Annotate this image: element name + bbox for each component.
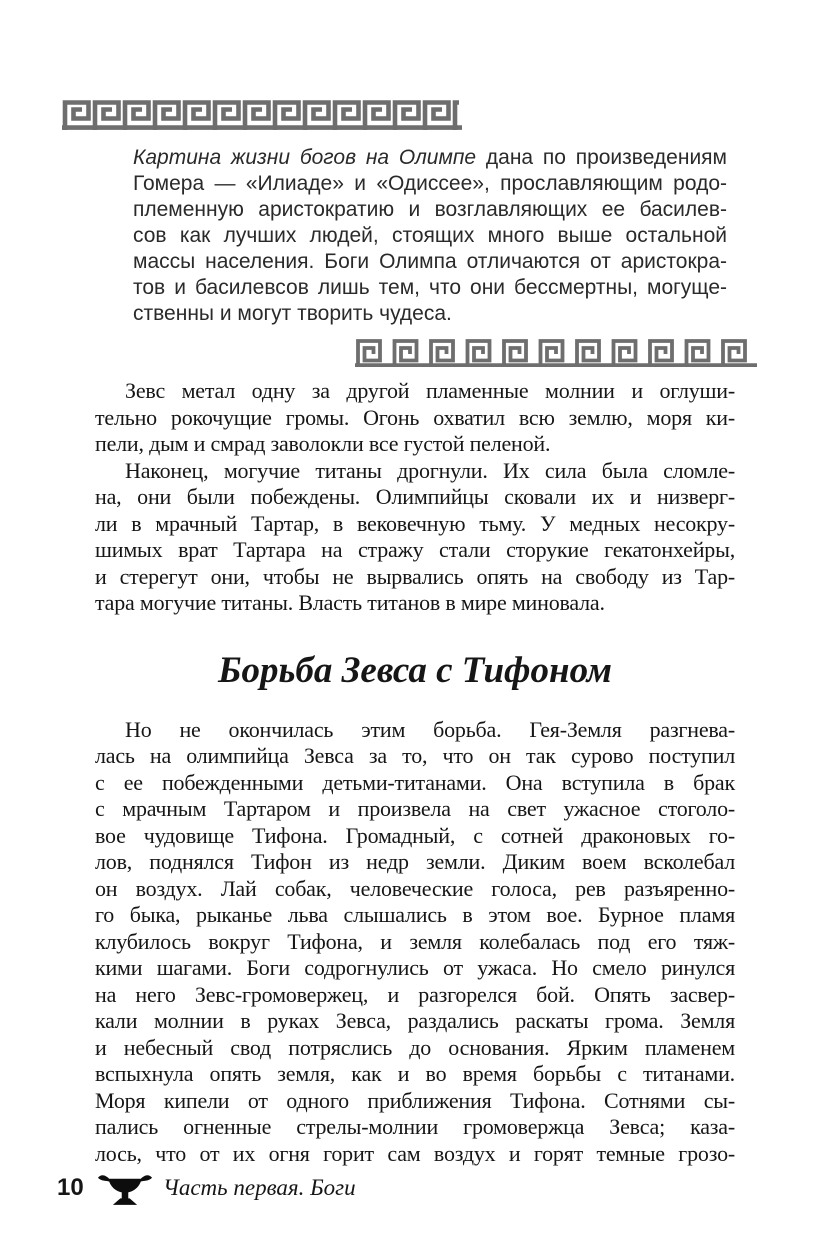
paragraph-zeus-lightning — [95, 378, 735, 458]
text-line: Но не окончилась этим борьба. Гея-Земля разгнева- — [125, 716, 735, 742]
text-line: го быка, рыканье льва слышались в этом вое. Бурное пламя — [95, 902, 735, 927]
text-line: с мрачным Тартаром и произвела на свет ужасное стоголо- — [95, 796, 735, 821]
text-line: Наконец, могучие титаны дрогнули. Их сила была сломле- — [125, 457, 735, 483]
section-heading: Борьба Зевса с Тифоном — [217, 649, 613, 691]
text-line: лов, поднялся Тифон из недр земли. Диким воем всколебал — [95, 849, 735, 874]
note-first-line-rest: дана по произведениям — [476, 146, 727, 169]
text-line: ли в мрачный Тартар, в вековечную тьму. У медных несокру- — [95, 510, 735, 536]
text-line: сов как лучших людей, стоящих много выше остальной — [133, 224, 727, 247]
text-line: лось, что от их огня горит сам воздух и горят темные грозо- — [95, 1140, 735, 1166]
text-line: он воздух. Лай собак, человеческие голоса, рев разъяренно- — [95, 875, 735, 901]
note-lead-italic: Картина жизни богов на Олимпе — [133, 146, 477, 169]
text-line: тов и басилевсов лишь тем, что они бессмертны, могуще- — [133, 276, 727, 299]
page-footer — [0, 1170, 815, 1214]
text-line: на, они были побеждены. Олимпийцы сковали их и низверг- — [95, 484, 735, 509]
main-text-column — [95, 378, 735, 1167]
text-line: пели, дым и смрад заволокли все густой пеленой. — [95, 431, 551, 456]
text-line: массы населения. Боги Олимпа отличаются от аристокра- — [133, 250, 727, 273]
text-line: и стерегут они, чтобы не вырвались опять на свободу из Тар- — [95, 563, 735, 589]
text-line: ственны и могут творить чудеса. — [133, 302, 452, 325]
text-line: кими шагами. Боги содрогнулись от ужаса. Но смело ринулся — [95, 955, 735, 980]
text-line: с ее побежденными детьми-титанами. Она вступила в брак — [95, 769, 735, 795]
text-line: вое чудовище Тифона. Громадный, с сотней драконовых го- — [95, 822, 735, 848]
text-line: тельно рокочущие громы. Огонь охватил всю землю, моря ки- — [95, 404, 735, 430]
text-line: пались огненные стрелы-молнии громовержца Зевса; каза- — [95, 1114, 735, 1139]
text-line: клубилось вокруг Тифона, и земля колебалась под его тяж- — [95, 928, 735, 954]
text-line: Зевс метал одну за другой пламенные молнии и оглуши- — [125, 378, 735, 403]
text-line: вспыхнула опять земля, как и во время борьбы с титанами. — [95, 1061, 735, 1086]
kylix-cup-icon — [97, 1170, 153, 1213]
note-lines — [133, 171, 727, 327]
text-line: Моря кипели от одного приближения Тифона. Сотнями сы- — [95, 1087, 735, 1113]
text-line — [133, 145, 727, 171]
greek-key-ornament-middle — [355, 338, 757, 372]
paragraph-typhon-battle — [95, 717, 735, 1168]
text-line: племенную аристократию и возглавляющих ее басилев- — [133, 198, 727, 221]
paragraph-titans-defeated — [95, 458, 735, 617]
text-line: Гомера — «Илиаде» и «Одиссее», прославляющим родо- — [133, 172, 727, 195]
text-line: тара могучие титаны. Власть титанов в мире миновала. — [95, 590, 605, 615]
text-line: кали молнии в руках Зевса, раздались раскаты грома. Земля — [95, 1008, 735, 1033]
editorial-note — [133, 145, 727, 327]
text-line: лась на олимпийца Зевса за то, что он так сурово поступил — [95, 743, 735, 768]
text-line: шимых врат Тартара на стражу стали сторукие гекатонхейры, — [95, 537, 735, 562]
running-section-title: Часть первая. Боги — [163, 1175, 356, 1200]
greek-key-ornament-top — [62, 99, 462, 135]
page-number: 10 — [57, 1174, 84, 1201]
text-line: и небесный свод потряслись до основания. Ярким пламенем — [95, 1034, 735, 1060]
text-line: на него Зевс-громовержец, и разгорелся бой. Опять засвер- — [95, 981, 735, 1007]
